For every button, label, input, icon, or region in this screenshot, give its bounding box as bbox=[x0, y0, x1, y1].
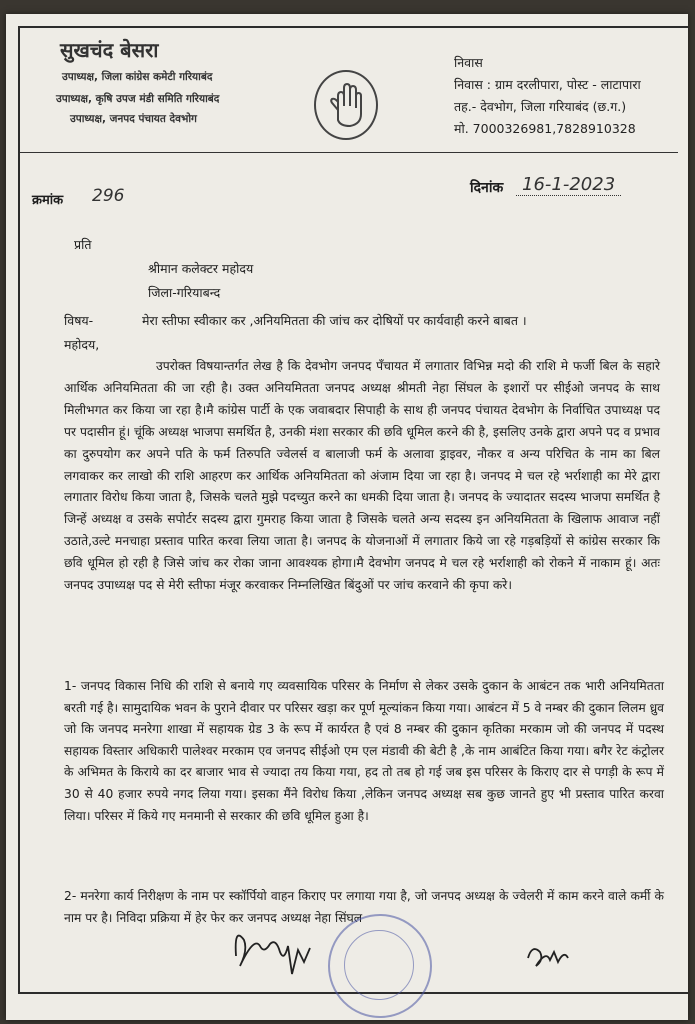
letter-sheet bbox=[6, 14, 688, 1020]
post-line-2: उपाध्यक्ष, कृषि उपज मंडी समिति गरियाबंद bbox=[56, 93, 220, 105]
subject-label: विषय- bbox=[64, 313, 94, 328]
ref-number: 296 bbox=[92, 186, 125, 206]
recipient-line-1: श्रीमान कलेक्टर महोदय bbox=[148, 261, 254, 276]
date-value: 16-1-2023 bbox=[516, 174, 621, 196]
address-heading: निवास bbox=[454, 55, 483, 70]
signature-right bbox=[522, 936, 582, 976]
address-line-2: तह.- देवभोग, जिला गरियाबंद (छ.ग.) bbox=[454, 99, 627, 114]
date-label: दिनांक bbox=[470, 180, 504, 196]
recipient-line-2: जिला-गरियाबन्द bbox=[148, 285, 221, 300]
point-1: 1- जनपद विकास निधि की राशि से बनाये गए व्यवसायिक परिसर के निर्माण से लेकर उसके दुकान के आबंटन तक भारी अनियमितता बरती गई है। सामुदायिक भवन के पुराने दीवार पर परिसर खड़ा कर पूर्ण मूल्यांकन किया गया। आबंटन में 5 वे नम्बर की दुकान लिलम ध्रुव जो कि जनपद मनरेगा शाखा में सहायक ग्रेड 3 के रूप में कार्यरत है एवं 8 नम्बर की दुकान कृतिका मरकाम जो की जनपद में पदस्थ सहायक विस्तार अधिकारी पालेश्वर मरकाम एव जनपद सीईओ एम एल मंडावी की बेटी है ,के नाम आबंटित किया गया। बगैर रेट कंट्रोलर के अभिमत के किराये का दर बाजार भाव से ज्यादा तय किया गया, हद तो तब हो गई जब इस परिसर के किराए दार से पगड़ी के रूप में 30 से 40 हजार रुपये नगद लिया गया। इसका मैंने विरोध किया ,लेकिन जनपद अध्यक्ष सब कुछ जानते हुए भी प्रस्ताव पारित करवा लिया। परिसर में किये गए मनमानी से सरकार की छवि धूमिल हुआ है। bbox=[64, 679, 664, 823]
party-logo-icon bbox=[314, 70, 378, 140]
header-divider bbox=[20, 152, 678, 153]
point-2: 2- मनरेगा कार्य निरीक्षण के नाम पर स्कॉर्पियो वाहन किराए पर लगाया गया है, जो जनपद अध्यक्ष के ज्वेलरी में काम करने वाले कर्मी के नाम पर है। निविदा प्रक्रिया में हेर फेर कर जनपद अध्यक्ष नेहा सिंघल bbox=[64, 889, 664, 925]
phone-number: मो. 7000326981,7828910328 bbox=[454, 121, 636, 136]
post-line-3: उपाध्यक्ष, जनपद पंचायत देवभोग bbox=[70, 113, 197, 125]
letter-body bbox=[64, 356, 660, 597]
post-line-1: उपाध्यक्ष, जिला कांग्रेस कमेटी गरियाबंद bbox=[62, 71, 213, 83]
recipient-to: प्रति bbox=[74, 237, 92, 252]
signature-left bbox=[226, 916, 326, 986]
ref-label: क्रमांक bbox=[32, 193, 64, 208]
address-line-1: निवास : ग्राम दरलीपारा, पोस्ट - लाटापारा bbox=[454, 77, 641, 92]
body-paragraph: उपरोक्त विषयान्तर्गत लेख है कि देवभोग जनपद पँचायत में लगातार विभिन्न मदो की राशि मे फर्जी बिल के सहारे आर्थिक अनियमितता की जा रही है। उक्त अनियमितता जनपद अध्यक्ष श्रीमती नेहा सिंघल के इशारों पर सीईओ जनपद के साथ मिलीभगत कर किया जा रहा है।मै कांग्रेस पार्टी के एक जवाबदार सिपाही के साथ ही जनपद पंचायत देवभोग के निर्वाचित उपाध्यक्ष पद पर पदासीन हूं। चूंकि अध्यक्ष भाजपा समर्थित है, उनकी मंशा सरकार की छवि धूमिल करने की है, इसलिए उनके द्वारा अपने पद व प्रभाव का दुरुपयोग कर अपने पति के फर्म तिरुपति ज्वेलर्स व बालाजी फर्म के अलावा ड्राइवर, नौकर व अन्य परिचित के नाम का बिल लगवाकर कर लाखो की राशि आहरण कर आर्थिक अनियमितता को अंजाम दिया जा रहा है। जनपद मे चल रहे भर्राशाही का मेरे द्वारा लगातार विरोध किया जाता है, जिसके चलते मुझे पदच्युत करने का धमकी दिया जाता है। जनपद के ज्यादातर सदस्य भाजपा समर्थित है जिन्हें अध्यक्ष व उसके सपोर्टर सदस्य द्वारा गुमराह किया जाता है जिसके चलते अन्य सदस्य इन अनियमितता के खिलाफ आवाज नहीं उठाते,उल्टे मनचाहा प्रस्ताव पारित करवा लिया जाता है। जनपद के योजनाओं में लगातार किये जा रहे गड़बड़ियों से कांग्रेस सरकार कि छवि धूमिल हो रही है जिसे जांच कर रोका जाना आवश्यक होगा।मै देवभोग जनपद मे चल रहे भर्राशाही को रोकने में नाकाम हूं। अतः जनपद उपाध्यक्ष पद से मेरी स्तीफा मंजूर करवाकर निम्नलिखित बिंदुओं पर जांच करवाने की कृपा करे। bbox=[64, 359, 660, 593]
office-stamp bbox=[328, 914, 432, 1018]
sender-name: सुखचंद बेसरा bbox=[60, 38, 159, 62]
subject-text: मेरा स्तीफा स्वीकार कर ,अनियमितता की जांच कर दोषियों पर कार्यवाही करने बाबत । bbox=[142, 313, 527, 328]
salutation: महोदय, bbox=[64, 337, 100, 352]
